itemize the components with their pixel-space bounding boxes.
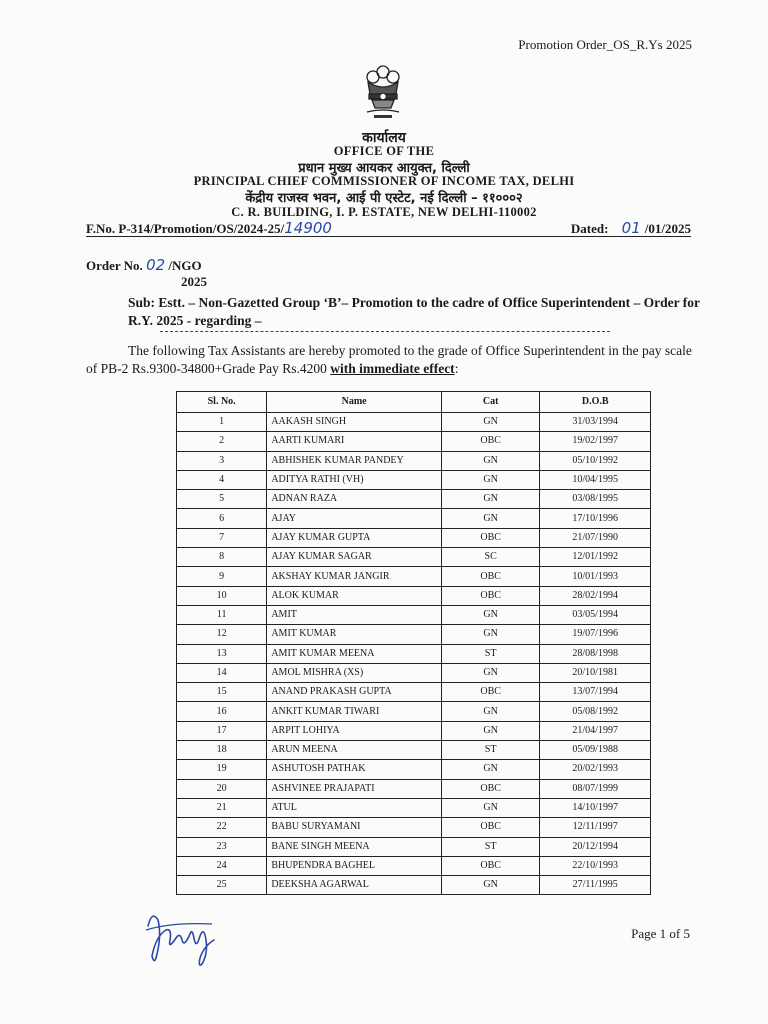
row-sl-no: 24: [177, 856, 267, 875]
row-name: AAKASH SINGH: [267, 413, 442, 432]
row-dob: 05/10/1992: [540, 451, 651, 470]
row-dob: 28/02/1994: [540, 586, 651, 605]
row-name: AMIT: [267, 605, 442, 624]
row-sl-no: 10: [177, 586, 267, 605]
table-row: [177, 663, 651, 682]
table-row: [177, 798, 651, 817]
row-sl-no: 7: [177, 528, 267, 547]
row-cat: GN: [441, 470, 539, 489]
row-dob: 03/05/1994: [540, 605, 651, 624]
row-cat: ST: [441, 837, 539, 856]
row-sl-no: 6: [177, 509, 267, 528]
dashed-separator: [160, 331, 610, 332]
row-cat: OBC: [441, 586, 539, 605]
order-number-handwritten: 02: [146, 256, 166, 274]
table-row: [177, 721, 651, 740]
row-dob: 12/11/1997: [540, 818, 651, 837]
row-cat: GN: [441, 721, 539, 740]
header-cat: Cat: [441, 392, 539, 413]
body-text: The following Tax Assistants are hereby promoted to the grade of Office Superintendent in the pay scale of PB-2 Rs.9300-34800+Grade Pay Rs.4200: [86, 343, 692, 376]
file-number-handwritten: 14900: [284, 219, 332, 237]
row-cat: OBC: [441, 528, 539, 547]
row-cat: OBC: [441, 818, 539, 837]
row-name: DEEKSHA AGARWAL: [267, 876, 442, 895]
row-cat: GN: [441, 663, 539, 682]
row-cat: OBC: [441, 856, 539, 875]
document-reference: Promotion Order_OS_R.Ys 2025: [518, 37, 692, 52]
row-name: BABU SURYAMANI: [267, 818, 442, 837]
table-row: [177, 683, 651, 702]
table-row: [177, 702, 651, 721]
row-sl-no: 17: [177, 721, 267, 740]
row-sl-no: 4: [177, 470, 267, 489]
table-row: [177, 760, 651, 779]
row-sl-no: 16: [177, 702, 267, 721]
body-paragraph: [86, 342, 694, 378]
row-name: ADITYA RATHI (VH): [267, 470, 442, 489]
row-name: BANE SINGH MEENA: [267, 837, 442, 856]
row-name: ASHUTOSH PATHAK: [267, 760, 442, 779]
table-row: [177, 876, 651, 895]
signature-icon: [142, 906, 222, 968]
page-number: Page 1 of 5: [631, 926, 690, 941]
row-dob: 27/11/1995: [540, 876, 651, 895]
table-row: [177, 528, 651, 547]
row-cat: OBC: [441, 683, 539, 702]
table-row: [177, 837, 651, 856]
row-cat: OBC: [441, 432, 539, 451]
row-dob: 03/08/1995: [540, 490, 651, 509]
promotion-table: [176, 391, 651, 895]
row-cat: ST: [441, 644, 539, 663]
table-row: [177, 818, 651, 837]
row-cat: OBC: [441, 567, 539, 586]
pcc-english-title: PRINCIPAL CHIEF COMMISSIONER OF INCOME TAX, DELHI: [193, 174, 575, 188]
row-sl-no: 22: [177, 818, 267, 837]
body-emphasis: with immediate effect: [330, 361, 455, 376]
dated-label: Dated:: [570, 221, 609, 236]
row-cat: GN: [441, 876, 539, 895]
row-sl-no: 13: [177, 644, 267, 663]
row-cat: GN: [441, 625, 539, 644]
row-sl-no: 3: [177, 451, 267, 470]
table-row: [177, 432, 651, 451]
row-name: ARPIT LOHIYA: [267, 721, 442, 740]
row-dob: 20/12/1994: [540, 837, 651, 856]
address-hindi: केंद्रीय राजस्व भवन, आई पी एस्टेट, नई दिल्ली – ११०००२: [245, 191, 523, 206]
body-end: :: [454, 361, 459, 376]
table-row: [177, 856, 651, 875]
row-cat: SC: [441, 548, 539, 567]
row-name: AJAY KUMAR GUPTA: [267, 528, 442, 547]
row-name: ANAND PRAKASH GUPTA: [267, 683, 442, 702]
row-cat: GN: [441, 490, 539, 509]
dated-day-handwritten: 01: [621, 219, 641, 237]
row-dob: 14/10/1997: [540, 798, 651, 817]
national-emblem-icon: [360, 62, 406, 124]
office-of-the-label: OFFICE OF THE: [333, 144, 435, 158]
order-suffix: /NGO: [168, 258, 202, 273]
row-sl-no: 21: [177, 798, 267, 817]
table-row: [177, 605, 651, 624]
row-dob: 20/10/1981: [540, 663, 651, 682]
table-row: [177, 548, 651, 567]
row-sl-no: 25: [177, 876, 267, 895]
order-year: 2025: [181, 274, 207, 289]
table-row: [177, 741, 651, 760]
row-cat: GN: [441, 509, 539, 528]
dated-field: [571, 219, 691, 237]
row-sl-no: 23: [177, 837, 267, 856]
table-row: [177, 567, 651, 586]
table-row: [177, 490, 651, 509]
file-number-row: [86, 219, 691, 237]
row-sl-no: 9: [177, 567, 267, 586]
row-sl-no: 19: [177, 760, 267, 779]
address-english: C. R. BUILDING, I. P. ESTATE, NEW DELHI-110002: [231, 205, 537, 219]
header-rule: [86, 236, 691, 237]
row-sl-no: 20: [177, 779, 267, 798]
row-name: BHUPENDRA BAGHEL: [267, 856, 442, 875]
row-sl-no: 5: [177, 490, 267, 509]
header-dob: D.O.B: [540, 392, 651, 413]
row-sl-no: 11: [177, 605, 267, 624]
row-name: AMIT KUMAR MEENA: [267, 644, 442, 663]
row-name: ANKIT KUMAR TIWARI: [267, 702, 442, 721]
order-number: [86, 256, 202, 274]
row-cat: GN: [441, 798, 539, 817]
row-sl-no: 1: [177, 413, 267, 432]
row-dob: 19/02/1997: [540, 432, 651, 451]
row-name: AKSHAY KUMAR JANGIR: [267, 567, 442, 586]
row-dob: 22/10/1993: [540, 856, 651, 875]
row-dob: 17/10/1996: [540, 509, 651, 528]
row-dob: 21/07/1990: [540, 528, 651, 547]
row-dob: 13/07/1994: [540, 683, 651, 702]
file-number: F.No. P-314/Promotion/OS/2024-25/: [86, 221, 285, 236]
row-cat: ST: [441, 741, 539, 760]
row-dob: 12/01/1992: [540, 548, 651, 567]
table-row: [177, 470, 651, 489]
row-sl-no: 14: [177, 663, 267, 682]
table-row: [177, 451, 651, 470]
row-name: ATUL: [267, 798, 442, 817]
row-sl-no: 12: [177, 625, 267, 644]
row-dob: 31/03/1994: [540, 413, 651, 432]
pcc-hindi-title: प्रधान मुख्य आयकर आयुक्त, दिल्ली: [298, 161, 470, 176]
row-cat: OBC: [441, 779, 539, 798]
dated-month-year: /01/2025: [644, 221, 691, 236]
table-row: [177, 779, 651, 798]
order-label: Order No.: [86, 258, 143, 273]
row-cat: GN: [441, 605, 539, 624]
table-row: [177, 413, 651, 432]
table-row: [177, 586, 651, 605]
row-name: AMIT KUMAR: [267, 625, 442, 644]
row-dob: 28/08/1998: [540, 644, 651, 663]
row-cat: GN: [441, 451, 539, 470]
table-body: [177, 413, 651, 895]
row-sl-no: 2: [177, 432, 267, 451]
row-name: AJAY KUMAR SAGAR: [267, 548, 442, 567]
row-dob: 21/04/1997: [540, 721, 651, 740]
row-dob: 10/04/1995: [540, 470, 651, 489]
row-dob: 19/07/1996: [540, 625, 651, 644]
row-cat: GN: [441, 413, 539, 432]
row-name: ABHISHEK KUMAR PANDEY: [267, 451, 442, 470]
row-name: AMOL MISHRA (XS): [267, 663, 442, 682]
row-dob: 05/08/1992: [540, 702, 651, 721]
subject-line: Sub: Estt. – Non-Gazetted Group ‘B’– Promotion to the cadre of Office Superintendent – Order for R.Y. 2025 - regarding –: [128, 295, 700, 328]
row-sl-no: 15: [177, 683, 267, 702]
office-hindi-label: कार्यालय: [362, 130, 406, 146]
row-sl-no: 8: [177, 548, 267, 567]
row-name: ADNAN RAZA: [267, 490, 442, 509]
row-dob: 20/02/1993: [540, 760, 651, 779]
row-name: AJAY: [267, 509, 442, 528]
row-name: ASHVINEE PRAJAPATI: [267, 779, 442, 798]
row-dob: 10/01/1993: [540, 567, 651, 586]
row-cat: GN: [441, 702, 539, 721]
table-row: [177, 625, 651, 644]
row-sl-no: 18: [177, 741, 267, 760]
header-sl-no: Sl. No.: [177, 392, 267, 413]
table-row: [177, 509, 651, 528]
header-name: Name: [267, 392, 442, 413]
row-name: ALOK KUMAR: [267, 586, 442, 605]
row-cat: GN: [441, 760, 539, 779]
row-dob: 05/09/1988: [540, 741, 651, 760]
row-name: AARTI KUMARI: [267, 432, 442, 451]
row-name: ARUN MEENA: [267, 741, 442, 760]
table-header-row: [177, 392, 651, 413]
table-row: [177, 644, 651, 663]
row-dob: 08/07/1999: [540, 779, 651, 798]
